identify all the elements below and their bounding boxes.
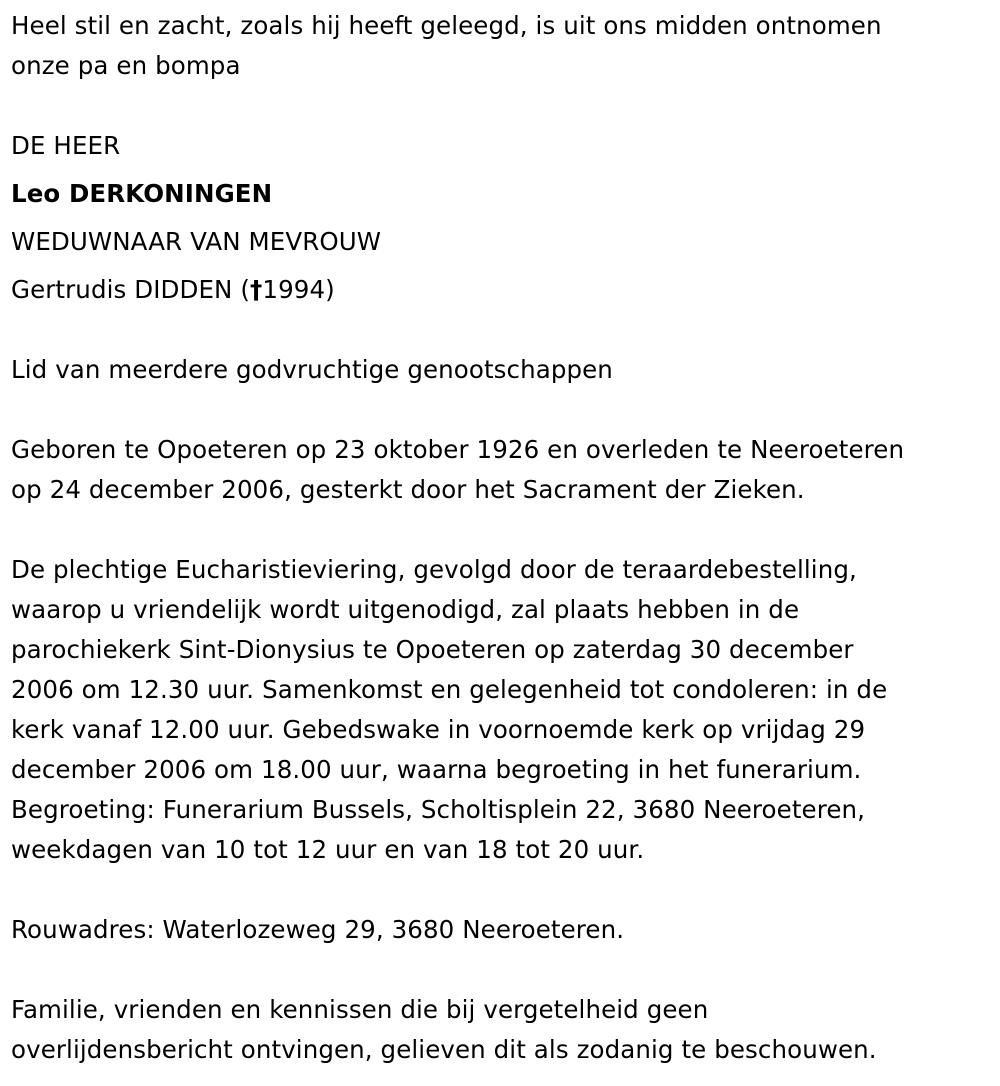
deceased-relation: WEDUWNAAR VAN MEVROUW: [11, 227, 382, 256]
closing-line-2: overlijdensbericht ontvingen, gelieven dit als zodanig te beschouwen.: [11, 1035, 877, 1064]
intro-line-1: Heel stil en zacht, zoals hij heeft geleegd, is uit ons midden ontnomen: [11, 11, 882, 40]
ceremony-line: parochiekerk Sint-Dionysius te Opoeteren op zaterdag 30 december: [11, 635, 854, 664]
birth-death-line-2: op 24 december 2006, gesterkt door het Sacrament der Zieken.: [11, 475, 805, 504]
intro-line-2: onze pa en bompa: [11, 51, 241, 80]
ceremony-line: weekdagen van 10 tot 12 uur en van 18 tot 20 uur.: [11, 835, 645, 864]
deceased-title: DE HEER: [11, 131, 121, 160]
spouse-line: [11, 270, 335, 310]
ceremony-line: Begroeting: Funerarium Bussels, Scholtisplein 22, 3680 Neeroeteren,: [11, 795, 866, 824]
cross-icon: †: [250, 275, 263, 304]
ceremony-line: 2006 om 12.30 uur. Samenkomst en gelegenheid tot condoleren: in de: [11, 675, 888, 704]
membership-line: Lid van meerdere godvruchtige genootschappen: [11, 355, 613, 384]
ceremony-line: december 2006 om 18.00 uur, waarna begroeting in het funerarium.: [11, 755, 862, 784]
spouse-name: Gertrudis DIDDEN (: [11, 275, 251, 304]
ceremony-line: waarop u vriendelijk wordt uitgenodigd, zal plaats hebben in de: [11, 595, 800, 624]
ceremony-line: kerk vanaf 12.00 uur. Gebedswake in voornoemde kerk op vrijdag 29: [11, 715, 866, 744]
birth-death-line-1: Geboren te Opoeteren op 23 oktober 1926 en overleden te Neeroeteren: [11, 435, 905, 464]
ceremony-line: De plechtige Eucharistieviering, gevolgd door de teraardebestelling,: [11, 555, 857, 584]
spouse-death-year: 1994): [262, 275, 335, 304]
closing-line-1: Familie, vrienden en kennissen die bij vergetelheid geen: [11, 995, 709, 1024]
address-line: Rouwadres: Waterlozeweg 29, 3680 Neeroeteren.: [11, 915, 625, 944]
deceased-name: Leo DERKONINGEN: [11, 179, 273, 208]
